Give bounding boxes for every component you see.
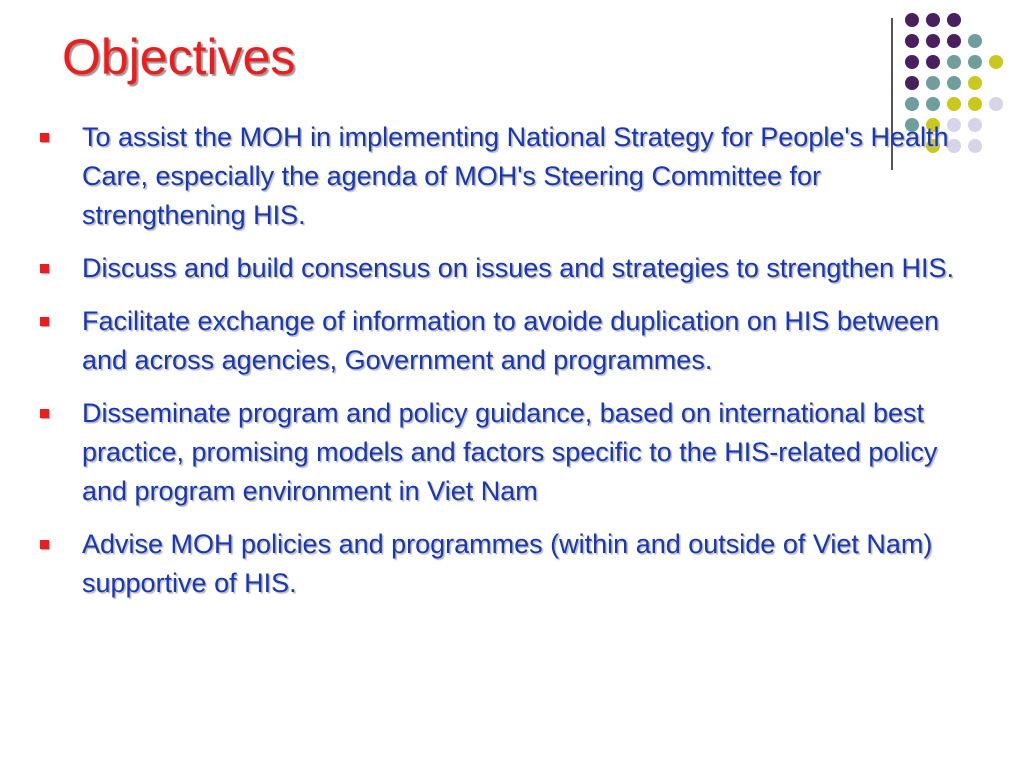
bullet-text: To assist the MOH in implementing National Strategy for People's Health Care, especially the agenda of MOH's Steering Committee for strengthening HIS. (82, 122, 949, 230)
decorative-dot (947, 55, 961, 69)
decorative-dot (947, 34, 961, 48)
bullet-marker-icon (40, 133, 49, 142)
decorative-dot (968, 76, 982, 90)
decorative-dot (905, 55, 919, 69)
decorative-dot (926, 34, 940, 48)
bullet-item (36, 249, 986, 288)
bullet-text: Discuss and build consensus on issues and strategies to strengthen HIS. (82, 253, 954, 283)
bullet-marker-icon (40, 540, 49, 549)
decorative-dot (989, 55, 1003, 69)
decorative-dot (947, 76, 961, 90)
decorative-dot (947, 97, 961, 111)
decorative-dot (905, 34, 919, 48)
bullet-item (36, 302, 986, 380)
decorative-dot (968, 55, 982, 69)
decorative-dot (905, 76, 919, 90)
decorative-dot (926, 55, 940, 69)
decorative-dot (968, 34, 982, 48)
bullet-item (36, 525, 986, 603)
bullet-item (36, 118, 986, 235)
decorative-dot (989, 97, 1003, 111)
slide-title: Objectives (62, 29, 296, 85)
bullet-marker-icon (40, 409, 49, 418)
bullet-marker-icon (40, 317, 49, 326)
bullet-marker-icon (40, 264, 49, 273)
bullet-list (36, 118, 986, 617)
decorative-dot (926, 76, 940, 90)
bullet-text: Facilitate exchange of information to avoide duplication on HIS between and across agencies, Government and programmes. (82, 306, 940, 375)
bullet-item (36, 394, 986, 511)
decorative-dot (968, 97, 982, 111)
decorative-dot (947, 13, 961, 27)
decorative-dot (926, 13, 940, 27)
bullet-text: Advise MOH policies and programmes (within and outside of Viet Nam) supportive of HIS. (82, 529, 933, 598)
decorative-dot (905, 13, 919, 27)
decorative-dot (926, 97, 940, 111)
decorative-dot (905, 97, 919, 111)
bullet-text: Disseminate program and policy guidance, based on international best practice, promising models and factors specific to the HIS-related policy and program environment in Viet Nam (82, 398, 938, 506)
